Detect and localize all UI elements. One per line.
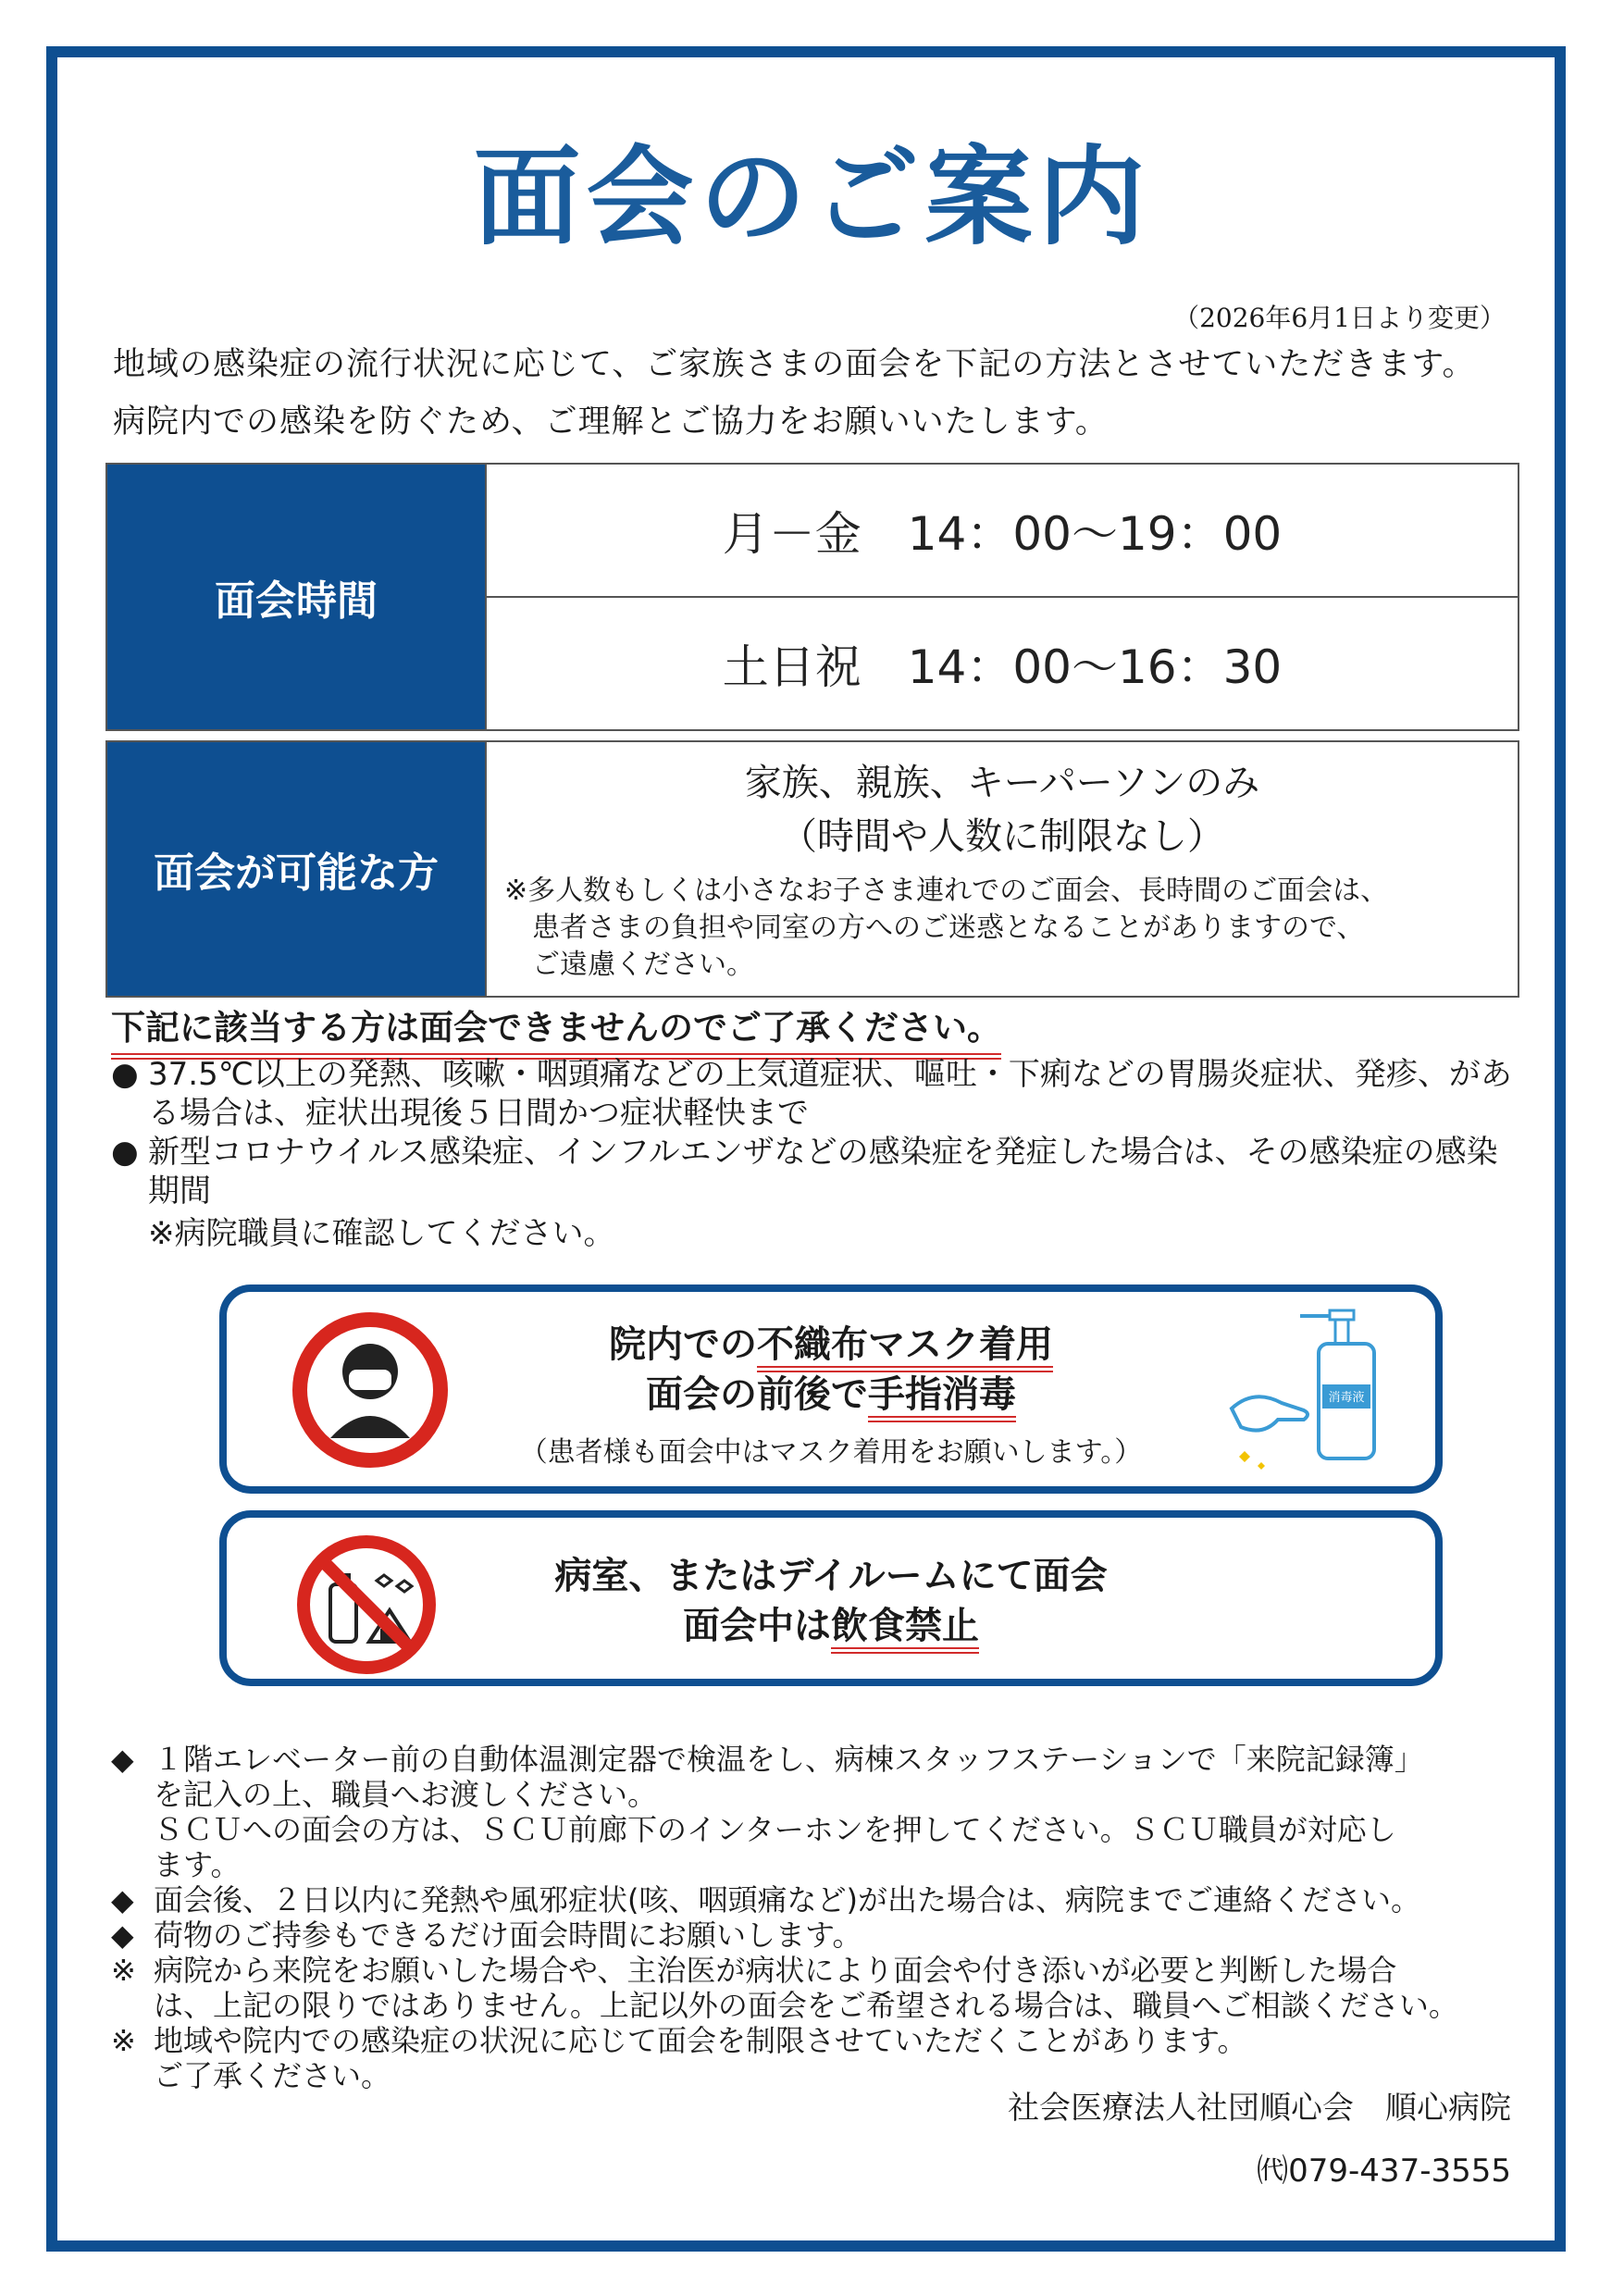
- no-food-text-emphasis: 飲食禁止: [831, 1605, 979, 1654]
- note-line: ご遠慮ください。: [532, 949, 754, 981]
- note-line: １階エレベーター前の自動体温測定器で検温をし、病棟スタッフステーションで「来院記録簿」: [154, 1742, 1424, 1777]
- page-title: 面会のご案内: [473, 135, 1151, 260]
- list-item: [111, 1055, 1527, 1133]
- restriction-item-fever: 37.5℃以上の発熱、咳嗽・咽頭痛などの上気道症状、嘔吐・下痢などの胃腸炎症状、発疹、がある場合は、症状出現後５日間かつ症状軽快まで: [148, 1056, 1512, 1132]
- restriction-note: ※病院職員に確認してください。: [148, 1215, 615, 1252]
- eligible-visitors-note: [488, 863, 1517, 995]
- note-line: は、上記の限りではありません。上記以外の面会をご希望される場合は、職員へご相談ください。: [154, 1988, 1458, 2023]
- list-item: [111, 1133, 1527, 1210]
- eligible-visitors-header: 面会が可能な方: [106, 741, 486, 997]
- eligible-visitors-sub: （時間や人数に制限なし）: [780, 815, 1224, 858]
- visiting-hours-header: 面会時間: [106, 464, 486, 730]
- room-no-food-card: [219, 1510, 1443, 1686]
- diamond-icon: ◆: [111, 1882, 134, 1917]
- room-text: 病室、またはデイルームにて面会: [554, 1555, 1108, 1597]
- note-line: 荷物のご持参もできるだけ面会時間にお願いします。: [154, 1917, 862, 1953]
- mask-patient-note: （患者様も面会中はマスク着用をお願いします。）: [519, 1436, 1143, 1469]
- bullet-icon: ●: [111, 1056, 139, 1093]
- eligible-visitors-cell: [486, 741, 1519, 997]
- diamond-icon: ◆: [111, 1742, 134, 1777]
- additional-notes: [111, 1742, 1536, 2093]
- mask-text-a: 院内での: [609, 1323, 757, 1366]
- note-line: 患者さまの負担や同室の方へのご迷惑となることがありますので、: [532, 912, 1365, 944]
- mask-hygiene-card: [219, 1285, 1443, 1494]
- hospital-phone: ㈹079-437-3555: [1257, 2153, 1511, 2190]
- list-item: [111, 1953, 1536, 2023]
- restriction-item-infection: 新型コロナウイルス感染症、インフルエンザなどの感染症を発症した場合は、その感染症の感染期間: [148, 1134, 1498, 1210]
- note-line: 病院から来院をお願いした場合や、主治医が病状により面会や付き添いが必要と判断した場合: [154, 1953, 1397, 1988]
- note-line: 面会後、２日以内に発熱や風邪症状(咳、咽頭痛など)が出た場合は、病院までご連絡ください。: [154, 1882, 1420, 1917]
- asterisk-mark: ※: [111, 1953, 136, 1988]
- note-line: ご了承ください。: [154, 2058, 391, 2093]
- hand-sanitizer-icon: [1226, 1307, 1402, 1473]
- restriction-heading: 下記に該当する方は面会できませんのでご了承ください。: [111, 999, 1001, 1060]
- restriction-list: [111, 1055, 1527, 1253]
- diamond-icon: ◆: [111, 1917, 134, 1953]
- hygiene-text-a: 面会の前後で: [646, 1373, 868, 1416]
- note-line: ※多人数もしくは小さなお子さま連れでのご面会、長時間のご面会は、: [504, 875, 1389, 907]
- hospital-name: 社会医療法人社団順心会 順心病院: [1008, 2090, 1511, 2127]
- note-line: ＳＣＵへの面会の方は、ＳＣＵ前廊下のインターホンを押してください。ＳＣＵ職員が対応し: [154, 1812, 1396, 1847]
- mask-text-emphasis: 不織布マスク着用: [757, 1323, 1053, 1372]
- weekend-hours: 土日祝 14：00～16：30: [486, 597, 1519, 730]
- room-no-food-text: [227, 1551, 1435, 1651]
- intro-line-2: 病院内での感染を防ぐため、ご理解とご協力をお願いいたします。: [113, 403, 1109, 441]
- asterisk-mark: ※: [111, 2023, 136, 2058]
- note-line: ます。: [154, 1847, 241, 1882]
- list-item: [111, 1742, 1536, 1882]
- bullet-icon: ●: [111, 1134, 139, 1171]
- change-date-note: （2026年6月1日より変更）: [1173, 303, 1506, 333]
- visiting-hours-table: [105, 463, 1519, 731]
- list-item: [111, 1917, 1536, 1953]
- note-line: を記入の上、職員へお渡しください。: [154, 1777, 658, 1812]
- hygiene-text-emphasis: 手指消毒: [868, 1373, 1016, 1422]
- no-food-text-a: 面会中は: [683, 1605, 831, 1647]
- list-item: [111, 1882, 1536, 1917]
- note-line: 地域や院内での感染症の状況に応じて面会を制限させていただくことがあります。: [154, 2023, 1247, 2058]
- intro-line-1: 地域の感染症の流行状況に応じて、ご家族さまの面会を下記の方法とさせていただきます。: [113, 346, 1476, 383]
- eligible-visitors-main: 家族、親族、キーパーソンのみ: [744, 762, 1260, 804]
- weekday-hours: 月－金 14：00～19：00: [486, 464, 1519, 597]
- sanitizer-label: 消毒液: [1328, 1391, 1365, 1405]
- eligible-visitors-table: [105, 740, 1519, 998]
